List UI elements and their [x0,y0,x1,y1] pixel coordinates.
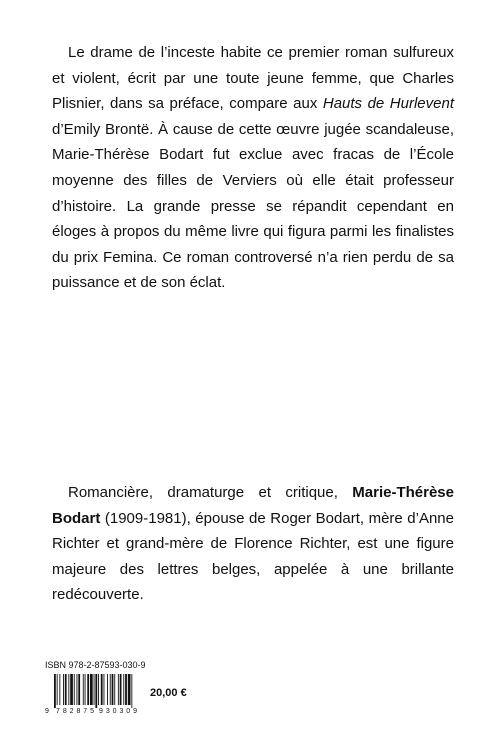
barcode-bar [90,674,93,705]
barcode-bar [74,674,75,705]
barcode-digits-right: 930309 [99,708,137,714]
barcode-bar [85,674,86,705]
barcode-bar [70,674,73,705]
book-blurb [52,40,454,296]
barcode-bar [110,674,111,705]
barcode-bar [128,674,131,705]
author-bio [52,480,454,608]
barcode-bar [54,674,56,708]
barcode-bar [83,674,84,705]
blurb-italic-title: Hauts de Hurlevent [322,95,454,113]
author-name: Marie-Thérèse Bodart [52,484,454,527]
blurb-text-end: d’Emily Brontë. À cause de cette œuvre jugée scandaleuse, Marie-Thérèse Bodart fut exclue avec fracas de l’École moyenne des filles de Verviers où elle était professeur d’histoire. La grande presse se répandit cependant en éloges à propos du même livre qui figura parmi les finalistes du prix Femina. Ce roman controversé n’a rien perdu de sa puissance et de son éclat. [52,120,454,292]
barcode-bar [101,674,103,705]
barcode-bar [95,674,97,708]
blurb-text-start: Le drame de l’inceste habite ce premier roman sulfureux et violent, écrit par une toute jeune femme, que Charles Plisnier, dans sa préface, compare aux [52,44,454,113]
barcode-bar [57,674,58,705]
barcode-bar [65,674,67,705]
isbn-barcode [44,674,142,714]
bio-text-start: Romancière, dramaturge et critique, [68,484,353,501]
barcode-bar [59,674,60,705]
barcode-graphic [44,674,142,714]
barcode-bar [77,674,78,705]
barcode-bar [131,674,132,708]
price-label: 20,00 € [150,687,187,699]
barcode-bar [87,674,89,705]
barcode-bar [63,674,64,705]
barcode-bar [118,674,119,705]
barcode-bar [112,674,114,705]
bio-text-end: (1909-1981), épouse de Roger Bodart, mère d’Anne Richter et grand-mère de Florence Richter, est une figure majeure des lettres belges, appelée à une brillante redécouverte. [52,509,454,604]
barcode-digit-first: 9 [45,708,49,714]
isbn-label: ISBN 978-2-87593-030-9 [45,660,146,670]
barcode-bar [123,674,124,705]
barcode-bar [98,674,99,705]
barcode-bar [104,674,105,705]
barcode-bar [78,674,80,705]
barcode-bar [120,674,122,705]
barcode-digits-left: 782875 [56,708,94,714]
barcode-bar [94,674,95,705]
barcode-bar [125,674,127,705]
barcode-bar [114,674,115,705]
barcode-bar [68,674,69,705]
barcode-bar [107,674,108,705]
